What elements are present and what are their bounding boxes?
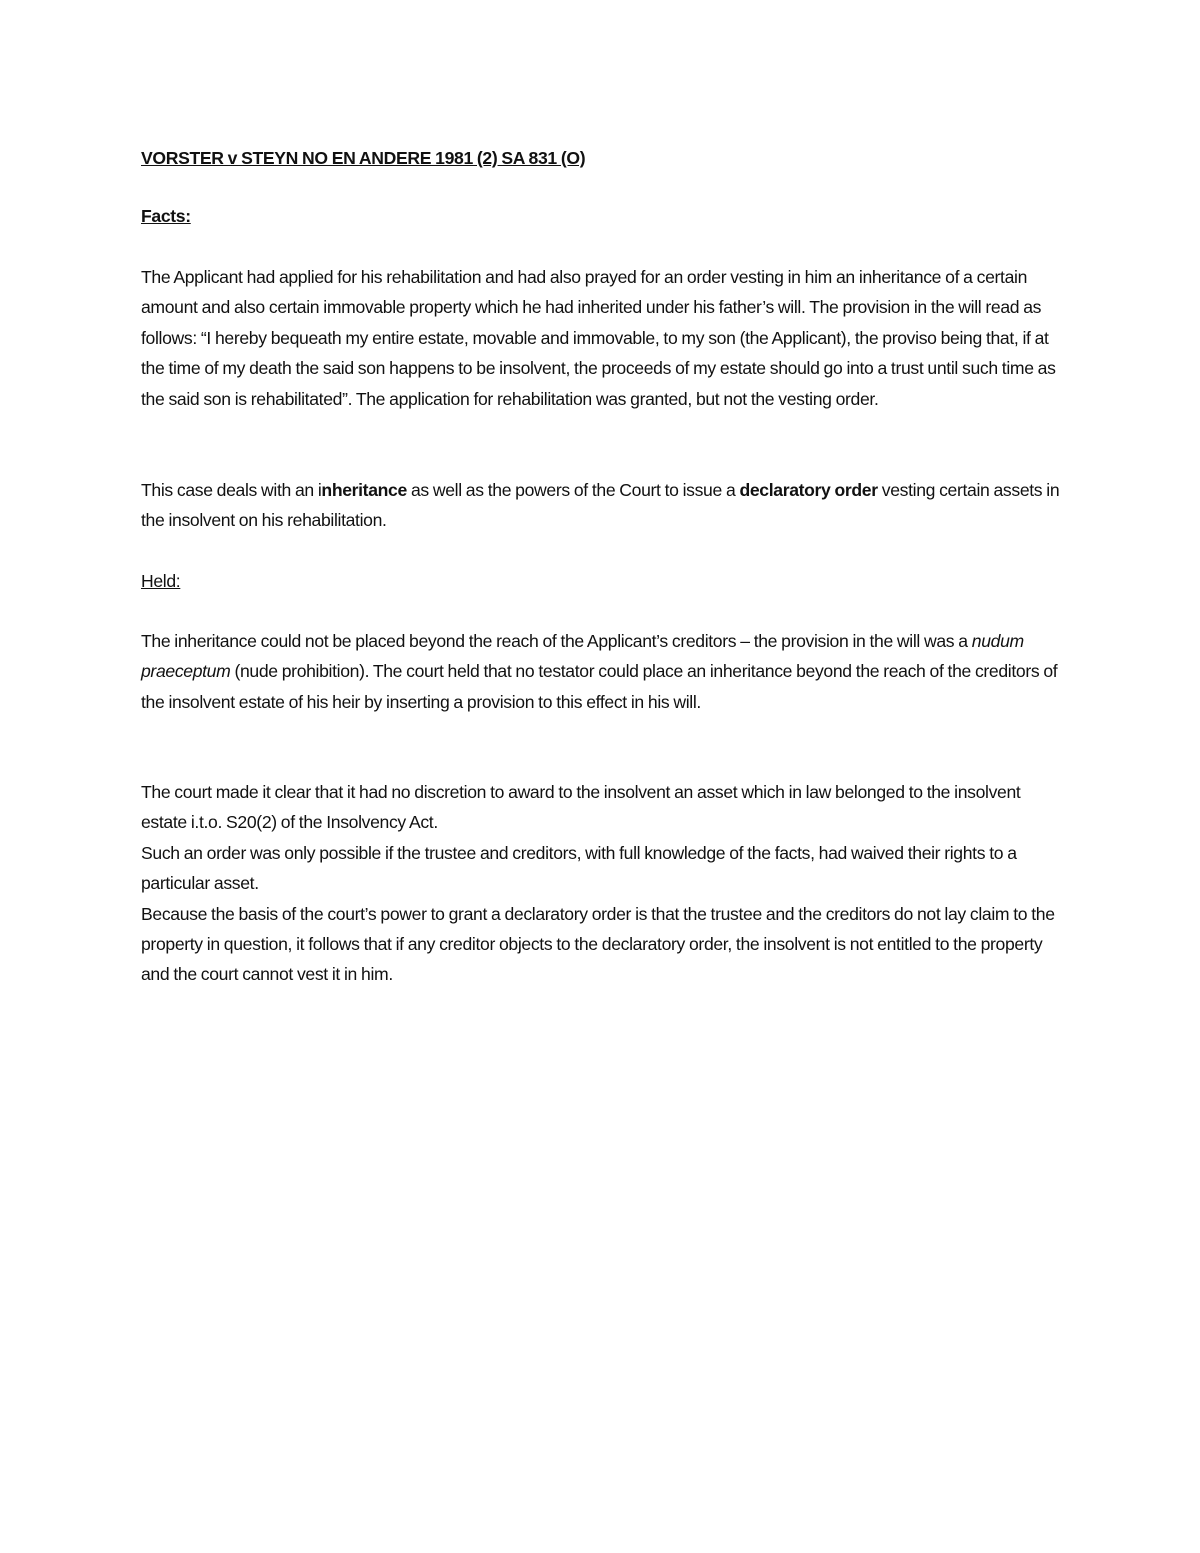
declaratory-order-bold: declaratory order — [739, 480, 878, 500]
held-text-2: (nude prohibition). The court held that no testator could place an inheritance beyond the reach of the creditors of the insolvent estate of his heir by inserting a provision to this effect in his will. — [141, 661, 1058, 712]
nudum-praeceptum-italic: nudum praeceptum — [141, 631, 1024, 682]
held-2-line-1: The court made it clear that it had no discretion to award to the insolvent an asset which in law belonged to the insolvent estate i.t.o. S20(2) of the Insolvency Act. — [141, 782, 1021, 833]
summary-text-1: This case deals with an i — [141, 480, 322, 500]
facts-heading: Facts: — [141, 206, 191, 226]
held-text-1: The inheritance could not be placed beyond the reach of the Applicant’s creditors – the provision in the will was a — [141, 631, 972, 651]
inheritance-bold: nheritance — [321, 480, 407, 500]
held-paragraph-2 — [141, 777, 1061, 990]
summary-paragraph — [141, 475, 1061, 536]
held-paragraph-1 — [141, 626, 1061, 717]
held-2-line-3: Because the basis of the court’s power to grant a declaratory order is that the trustee and the creditors do not lay claim to the property in question, it follows that if any creditor objects to the declaratory order, the insolvent is not entitled to the property and the court cannot vest it in him. — [141, 903, 1055, 985]
case-title: VORSTER v STEYN NO EN ANDERE 1981 (2) SA 831 (O) — [141, 148, 586, 168]
facts-paragraph: The Applicant had applied for his rehabilitation and had also prayed for an order vesting in him an inheritance of a certain amount and also certain immovable property which he had inherited under his father’s will. The provision in the will read as follows: “I hereby bequeath my entire estate, movable and immovable, to my son (the Applicant), the proviso being that, if at the time of my death the said son happens to be insolvent, the proceeds of my estate should go into a trust until such time as the said son is rehabilitated”. The application for rehabilitation was granted, but not the vesting order. — [141, 267, 1056, 409]
summary-text-3: vesting certain assets in the insolvent on his rehabilitation. — [141, 480, 1060, 531]
summary-text-2: as well as the powers of the Court to issue a — [406, 480, 740, 500]
held-2-line-2: Such an order was only possible if the trustee and creditors, with full knowledge of the facts, had waived their rights to a particular asset. — [141, 842, 1017, 894]
held-heading: Held: — [141, 571, 181, 591]
